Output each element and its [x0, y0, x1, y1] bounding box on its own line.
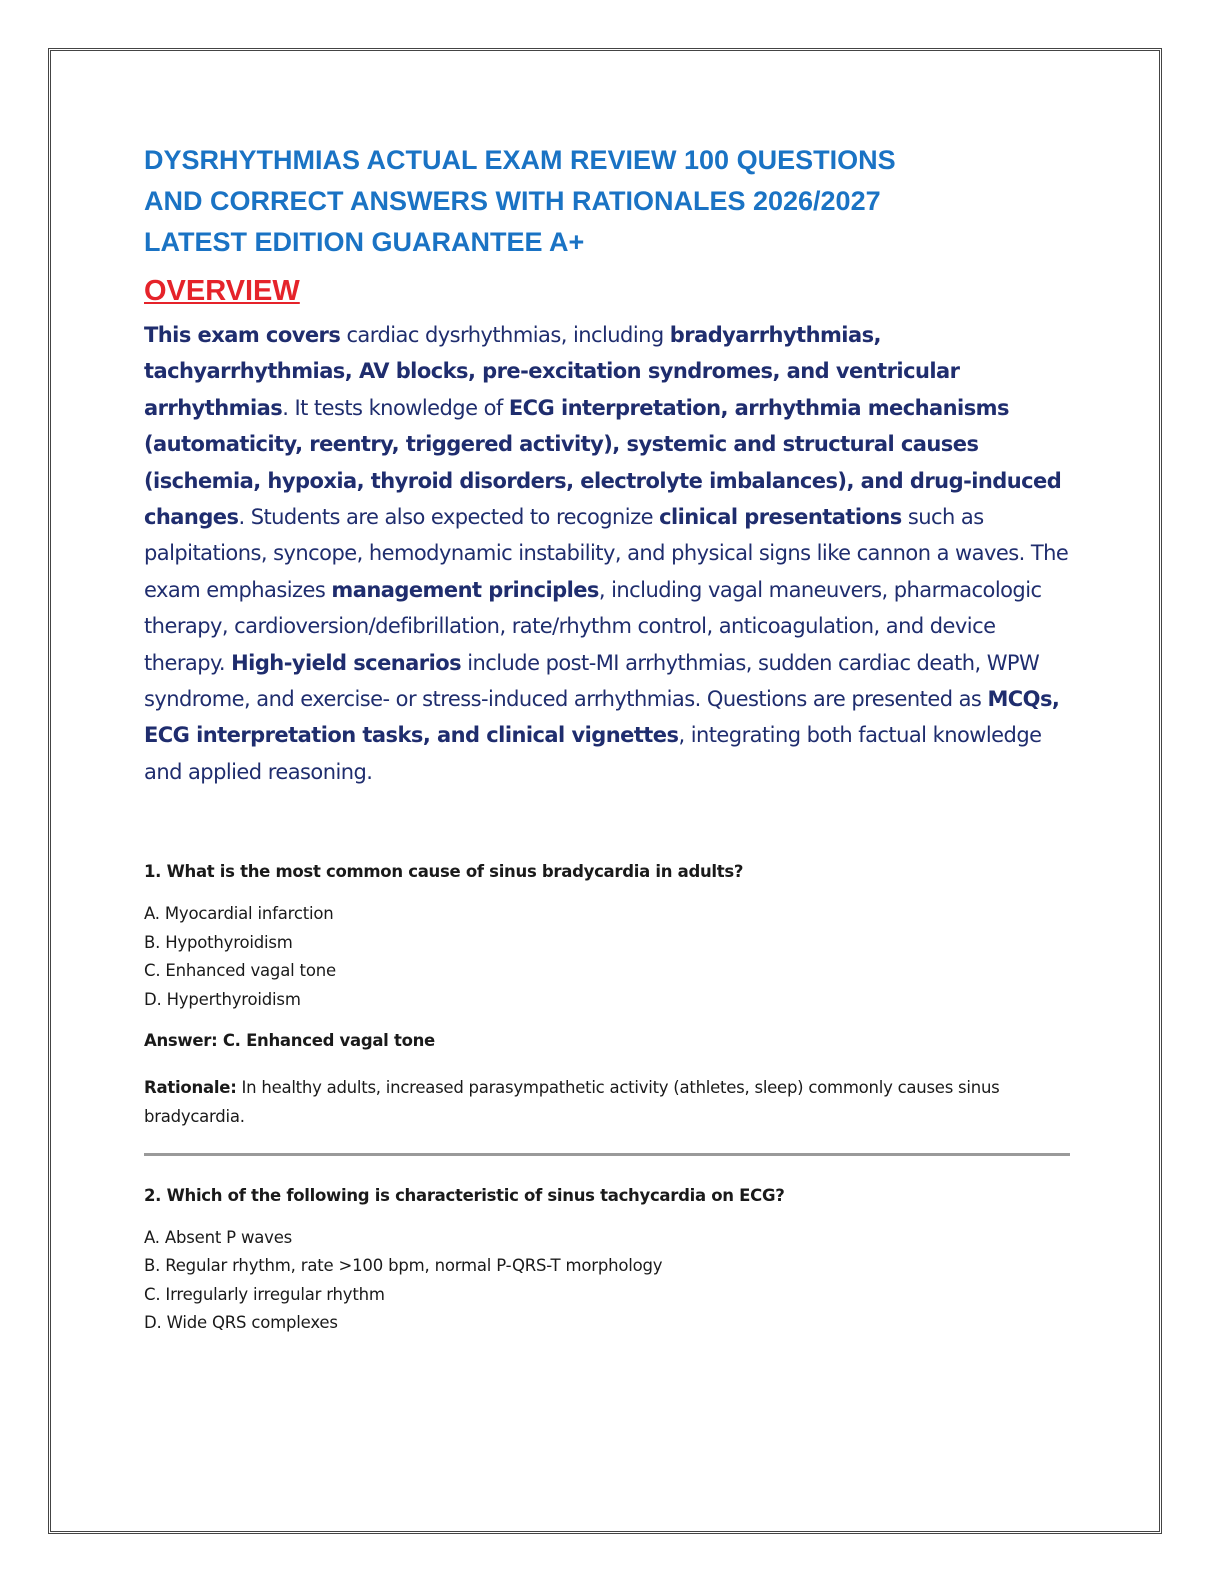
rationale-label: Rationale:: [144, 1077, 237, 1097]
overview-segment: bradyarrhythmias, tachyarrhythmias, AV blocks, pre-excitation syndromes, and ventricular arrhythmias: [144, 323, 960, 420]
overview-segment: management principles: [331, 577, 599, 602]
question-block-1: [144, 860, 1074, 1130]
answer: Answer: C. Enhanced vagal tone: [144, 1030, 435, 1050]
title-line: LATEST EDITION GUARANTEE A+: [144, 227, 585, 257]
title-line: AND CORRECT ANSWERS WITH RATIONALES 2026/2027: [144, 186, 881, 216]
question-text: 1. What is the most common cause of sinus bradycardia in adults?: [144, 862, 744, 882]
document-content: [144, 140, 1074, 1338]
options-list: [144, 900, 1074, 1014]
option-a: A. Absent P waves: [144, 1227, 293, 1247]
overview-paragraph: [144, 317, 1074, 790]
overview-segment: , integrating both factual knowledge and applied reasoning.: [144, 723, 1042, 784]
options-list: [144, 1224, 1074, 1338]
overview-segment: . It tests knowledge of: [282, 395, 509, 420]
question-text: 2. Which of the following is characteristic of sinus tachycardia on ECG?: [144, 1185, 785, 1205]
question-block-2: [144, 1184, 1074, 1338]
overview-segment: MCQs, ECG interpretation tasks, and clinical vignettes: [144, 687, 1060, 748]
question-divider: [144, 1153, 1070, 1156]
overview-segment: ECG interpretation, arrhythmia mechanisms (automaticity, reentry, triggered activity), systemic and structural causes (ischemia, hypoxia, thyroid disorders, electrolyte imbalances), and drug-induced changes: [144, 395, 1062, 530]
overview-segment: . Students are also expected to recognize: [238, 505, 660, 530]
option-d: D. Hyperthyroidism: [144, 990, 301, 1010]
option-a: A. Myocardial infarction: [144, 904, 334, 924]
rationale-text: In healthy adults, increased parasympathetic activity (athletes, sleep) commonly causes sinus bradycardia.: [144, 1077, 1000, 1126]
title-line: DYSRHYTHMIAS ACTUAL EXAM REVIEW 100 QUESTIONS: [144, 145, 896, 175]
overview-segment: such as palpitations, syncope, hemodynamic instability, and physical signs like cannon a waves. The exam emphasizes: [144, 505, 1069, 602]
overview-segment: include post-MI arrhythmias, sudden cardiac death, WPW syndrome, and exercise- or stress-induced arrhythmias. Questions are presented as: [144, 650, 1040, 712]
overview-segment: High-yield scenarios: [231, 650, 462, 675]
overview-heading: OVERVIEW: [144, 275, 300, 307]
overview-segment: cardiac dysrhythmias, including: [340, 323, 670, 347]
option-c: C. Irregularly irregular rhythm: [144, 1284, 385, 1304]
option-c: C. Enhanced vagal tone: [144, 961, 336, 981]
option-b: B. Hypothyroidism: [144, 932, 293, 952]
overview-segment: This exam covers: [144, 323, 341, 347]
option-d: D. Wide QRS complexes: [144, 1313, 338, 1333]
document-title: [144, 140, 1074, 263]
rationale: [144, 1073, 1074, 1131]
overview-segment: clinical presentations: [659, 505, 902, 530]
option-b: B. Regular rhythm, rate >100 bpm, normal P-QRS-T morphology: [144, 1256, 663, 1276]
overview-segment: , including vagal maneuvers, pharmacologic therapy, cardioversion/defibrillation, rate/rhythm control, anticoagulation, and device therapy.: [144, 577, 1042, 675]
